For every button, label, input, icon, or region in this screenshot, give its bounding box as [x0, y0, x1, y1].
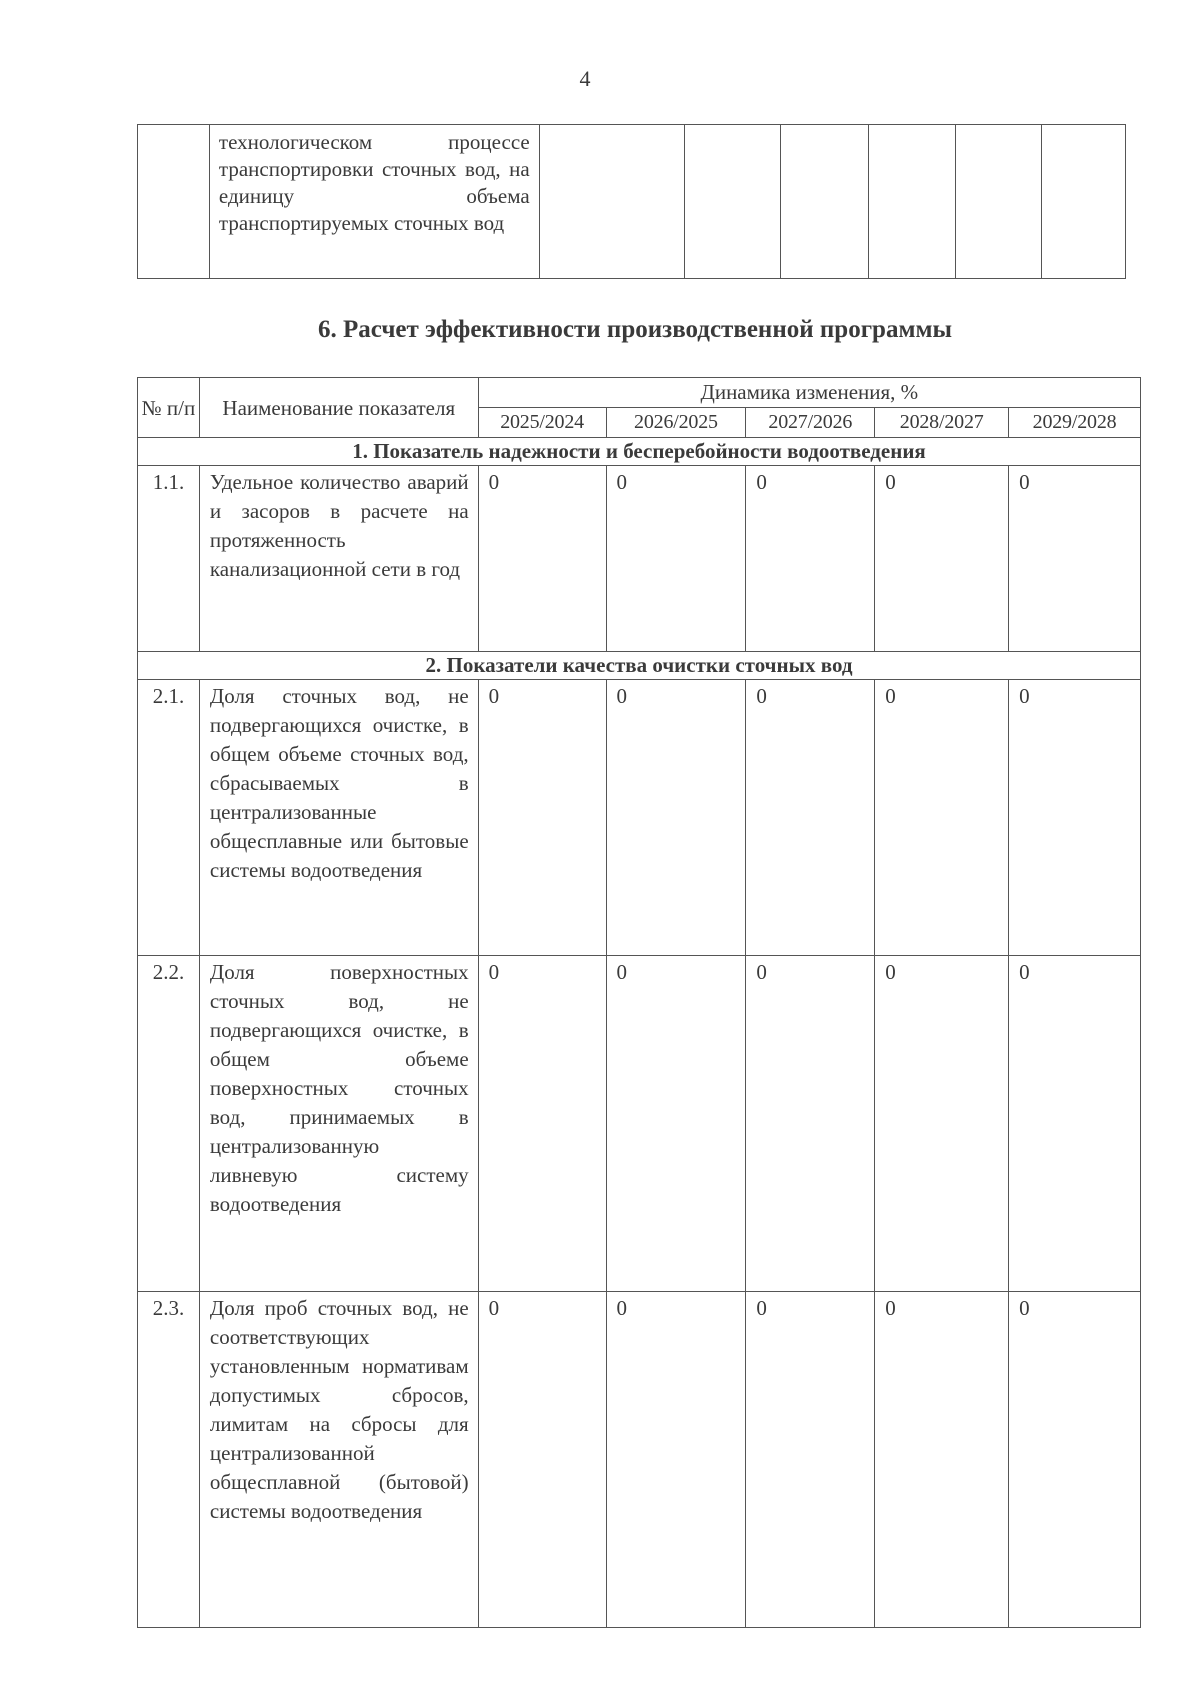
- continuation-row: [138, 125, 1126, 279]
- group-title: 1. Показатель надежности и бесперебойности водоотведения: [138, 438, 1141, 466]
- row-name: Доля поверхностных сточных вод, не подвергающихся очистке, в общем объеме поверхностных сточных вод, принимаемых в централизованную ливневую систему водоотведения: [199, 956, 478, 1292]
- row-value: 0: [875, 1292, 1009, 1628]
- row-value: 0: [746, 956, 875, 1292]
- row-num: 1.1.: [138, 466, 200, 652]
- header-year: 2027/2026: [746, 408, 875, 438]
- continuation-num-cell: [138, 125, 210, 279]
- row-value: 0: [606, 680, 746, 956]
- row-value: 0: [478, 1292, 606, 1628]
- continuation-empty-cell: [1042, 125, 1126, 279]
- table-row: [138, 1292, 1141, 1628]
- continuation-empty-cell: [869, 125, 956, 279]
- table-row: [138, 680, 1141, 956]
- row-num: 2.2.: [138, 956, 200, 1292]
- row-value: 0: [606, 466, 746, 652]
- continuation-empty-cell: [684, 125, 781, 279]
- page-number: 4: [579, 66, 591, 91]
- row-value: 0: [1009, 680, 1141, 956]
- row-value: 0: [478, 956, 606, 1292]
- row-value: 0: [875, 956, 1009, 1292]
- row-value: 0: [1009, 1292, 1141, 1628]
- row-value: 0: [1009, 956, 1141, 1292]
- row-value: 0: [875, 680, 1009, 956]
- row-value: 0: [746, 466, 875, 652]
- row-value: 0: [606, 956, 746, 1292]
- row-value: 0: [746, 680, 875, 956]
- row-value: 0: [478, 680, 606, 956]
- group-row: [138, 652, 1141, 680]
- header-year: 2026/2025: [606, 408, 746, 438]
- row-name: Доля сточных вод, не подвергающихся очистке, в общем объеме сточных вод, сбрасываемых в централизованные общесплавные или бытовые системы водоотведения: [199, 680, 478, 956]
- table-row: [138, 956, 1141, 1292]
- continuation-text: технологическом процессе транспортировки сточных вод, на единицу объема транспортируемых сточных вод: [209, 125, 539, 279]
- table-row: [138, 466, 1141, 652]
- header-year: 2028/2027: [875, 408, 1009, 438]
- continuation-empty-cell: [539, 125, 684, 279]
- group-title: 2. Показатели качества очистки сточных вод: [138, 652, 1141, 680]
- continuation-empty-cell: [956, 125, 1042, 279]
- header-num: № п/п: [138, 378, 200, 438]
- row-value: 0: [1009, 466, 1141, 652]
- group-row: [138, 438, 1141, 466]
- section-title: 6. Расчет эффективности производственной программы: [317, 316, 953, 343]
- row-value: 0: [478, 466, 606, 652]
- row-name: Удельное количество аварий и засоров в расчете на протяженность канализационной сети в год: [199, 466, 478, 652]
- row-value: 0: [875, 466, 1009, 652]
- header-year: 2025/2024: [478, 408, 606, 438]
- continuation-table: [137, 124, 1126, 279]
- header-row: [138, 378, 1141, 408]
- row-value: 0: [606, 1292, 746, 1628]
- header-year: 2029/2028: [1009, 408, 1141, 438]
- efficiency-table: [137, 377, 1141, 1628]
- row-name: Доля проб сточных вод, не соответствующих установленным нормативам допустимых сбросов, лимитам на сбросы для централизованной общесплавной (бытовой) системы водоотведения: [199, 1292, 478, 1628]
- row-num: 2.1.: [138, 680, 200, 956]
- header-dynamics: Динамика изменения, %: [478, 378, 1140, 408]
- row-value: 0: [746, 1292, 875, 1628]
- header-name: Наименование показателя: [199, 378, 478, 438]
- continuation-empty-cell: [781, 125, 869, 279]
- row-num: 2.3.: [138, 1292, 200, 1628]
